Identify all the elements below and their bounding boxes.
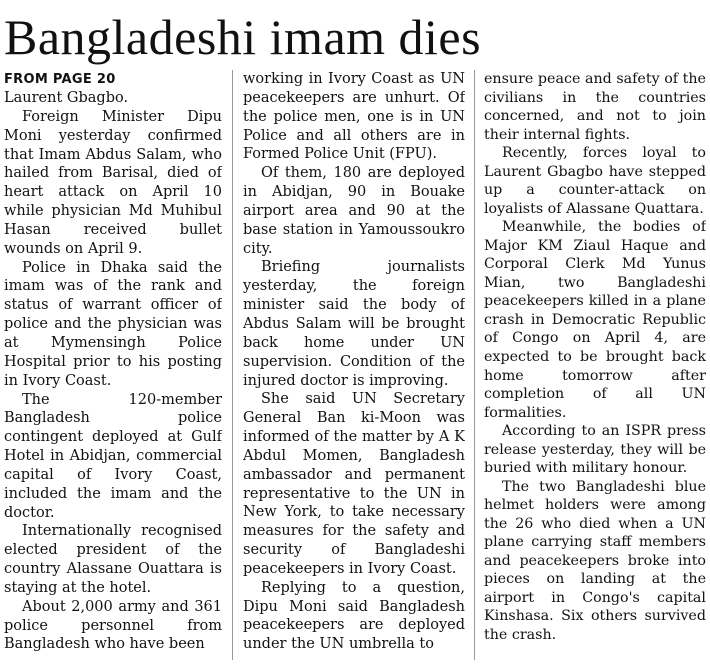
article-column-1 xyxy=(4,70,222,660)
article-column-2 xyxy=(243,70,465,660)
article-column-3 xyxy=(484,70,706,660)
paragraph: Meanwhile, the bodies of Major KM Ziaul Haque and Corporal Clerk Md Yunus Mian, two Bangladeshi peacekeepers killed in a plane crash in Democratic Republic of Congo on April 4, are expected to be brought back home tomorrow after completion of all UN formalities. xyxy=(484,219,706,421)
column-divider xyxy=(474,70,475,660)
paragraph: The two Bangladeshi blue helmet holders were among the 26 who died when a UN plane carrying staff members and peacekeepers broke into pieces on landing at the airport in Congo's capital Kinshasa. Six others survived the crash. xyxy=(484,478,706,643)
column-divider xyxy=(232,70,233,660)
paragraph: Replying to a question, Dipu Moni said Bangladesh peacekeepers are deployed under the UN umbrella to xyxy=(243,579,465,653)
paragraph: Laurent Gbagbo. xyxy=(4,90,129,106)
paragraph: About 2,000 army and 361 police personnel from Bangladesh who have been xyxy=(4,598,222,653)
paragraph: The 120-member Bangladesh police contingent deployed at Gulf Hotel in Abidjan, commercial capital of Ivory Coast, included the imam and the doctor. xyxy=(4,391,222,521)
paragraph: Recently, forces loyal to Laurent Gbagbo have stepped up a counter-attack on loyalists of Alassane Quattara. xyxy=(484,145,706,217)
headline: Bangladeshi imam dies xyxy=(4,9,482,65)
paragraph: Briefing journalists yesterday, the foreign minister said the body of Abdus Salam will be brought back home under UN supervision. Condition of the injured doctor is improving. xyxy=(243,259,465,389)
paragraph: She said UN Secretary General Ban ki-Moon was informed of the matter by A K Abdul Momen, Bangladesh ambassador and permanent representative to the UN in New York, to take necessary measures for the safety and security of Bangladeshi peacekeepers in Ivory Coast. xyxy=(243,391,465,577)
paragraph: Foreign Minister Dipu Moni yesterday confirmed that Imam Abdus Salam, who hailed from Barisal, died of heart attack on April 10 while physician Md Muhibul Hasan received bullet wounds on April 9. xyxy=(4,108,222,257)
paragraph: ensure peace and safety of the civilians in the countries concerned, and not to join their internal fights. xyxy=(484,71,706,143)
paragraph: According to an ISPR press release yesterday, they will be buried with military honour. xyxy=(484,423,706,477)
paragraph: working in Ivory Coast as UN peacekeepers are unhurt. Of the police men, one is in UN Police and all others are in Formed Police Unit (FPU). xyxy=(243,71,465,163)
paragraph: Of them, 180 are deployed in Abidjan, 90 in Bouake airport area and 90 at the base station in Yamoussoukro city. xyxy=(243,165,465,257)
paragraph: Internationally recognised elected president of the country Alassane Ouattara is staying at the hotel. xyxy=(4,523,222,596)
paragraph: Police in Dhaka said the imam was of the rank and status of warrant officer of police and the physician was at Mymensingh Police Hospital prior to his posting in Ivory Coast. xyxy=(4,259,222,389)
continuation-kicker: FROM PAGE 20 xyxy=(4,72,116,87)
